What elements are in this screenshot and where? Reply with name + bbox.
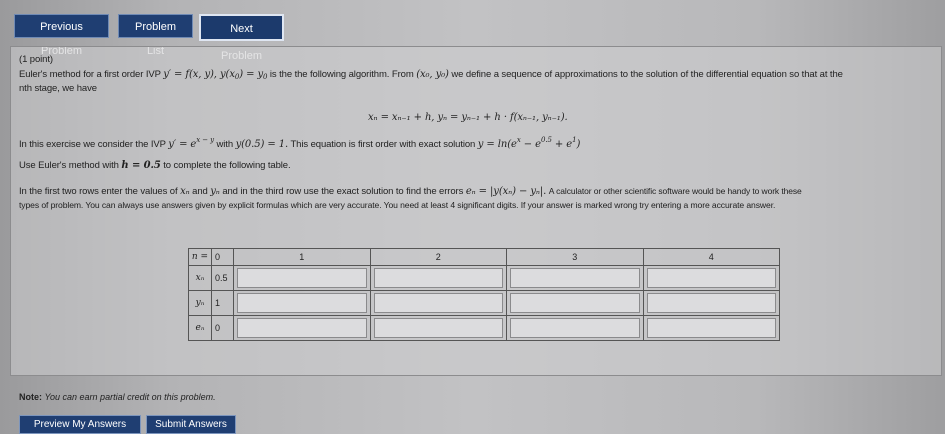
- intro-line-1: [19, 69, 843, 81]
- intro-text-3: we define a sequence of approximations to the solution of the differential equation so that at the: [451, 69, 843, 80]
- instructions-line-2: types of problem. You can always use answers given by explicit formulas which are very accurate. You need at least 4 significant digits. If your answer is marked wrong try entering a more accurate answer.: [19, 200, 776, 210]
- exercise-text-2: with: [216, 139, 234, 150]
- column-header-4: 4: [643, 249, 780, 266]
- intro-text-4: nth stage, we have: [19, 83, 97, 94]
- e2-input[interactable]: [374, 318, 504, 338]
- ivp-general: y′ = f(x, y), $y(x_0) = y_0$: [163, 69, 268, 81]
- partial-credit-note: [19, 392, 216, 402]
- step-line: [19, 160, 291, 171]
- e4-input[interactable]: [647, 318, 777, 338]
- problem-list-button[interactable]: Problem: [118, 14, 193, 38]
- y4-input[interactable]: [647, 293, 777, 313]
- instructions-text-4: A calculator or other scientific software would be handy to work these: [548, 186, 802, 196]
- y3-input[interactable]: [510, 293, 640, 313]
- step-text-1: Use Euler's method with: [19, 160, 119, 171]
- row-label-n: n =: [189, 249, 212, 266]
- note-text: You can earn partial credit on this problem.: [44, 392, 216, 402]
- y-value-0: 1: [212, 291, 234, 316]
- column-header-2: 2: [370, 249, 507, 266]
- exercise-line: [19, 136, 580, 150]
- instructions-text-2: and: [192, 186, 208, 197]
- preview-answers-button[interactable]: Preview My Answers: [19, 415, 141, 434]
- column-header-1: 1: [234, 249, 371, 266]
- e-value-0: 0: [212, 316, 234, 341]
- exercise-text-1: In this exercise we consider the IVP: [19, 139, 166, 150]
- exercise-text-3: This equation is first order with exact solution: [290, 139, 476, 150]
- note-label: Note:: [19, 392, 42, 402]
- ivp-specific: $y' = e^{x - y}$: [168, 136, 214, 150]
- x4-input[interactable]: [647, 268, 777, 288]
- next-problem-button[interactable]: Next: [199, 14, 284, 41]
- intro-text-2: is the the following algorithm. From: [269, 69, 414, 80]
- initial-condition: y(0.5) = 1.: [235, 139, 289, 150]
- n-value-0: 0: [212, 249, 234, 266]
- previous-problem-button[interactable]: Previous: [14, 14, 109, 38]
- e3-input[interactable]: [510, 318, 640, 338]
- row-label-e: eₙ: [189, 316, 212, 341]
- point-value: (1 point): [19, 54, 53, 65]
- row-label-y: yₙ: [189, 291, 212, 316]
- intro-text-1: Euler's method for a first order IVP: [19, 69, 161, 80]
- instructions-text-3: and in the third row use the exact solution to find the errors: [222, 186, 464, 197]
- step-text-2: to complete the following table.: [163, 160, 291, 171]
- x3-input[interactable]: [510, 268, 640, 288]
- row-label-x: xₙ: [189, 266, 212, 291]
- euler-answer-table: [188, 248, 780, 341]
- step-size: h = 0.5: [121, 160, 161, 171]
- x1-input[interactable]: [237, 268, 367, 288]
- exact-solution: $y = \ln(e^x - e^{0.5} + e^1)$: [477, 136, 581, 150]
- x2-input[interactable]: [374, 268, 504, 288]
- x-value-0: 0.5: [212, 266, 234, 291]
- y2-input[interactable]: [374, 293, 504, 313]
- var-y: yₙ: [210, 186, 220, 197]
- submit-answers-button[interactable]: Submit Answers: [146, 415, 236, 434]
- column-header-3: 3: [507, 249, 644, 266]
- start-point: (x₀, y₀): [416, 69, 449, 80]
- error-definition: eₙ = |y(xₙ) − yₙ|.: [465, 186, 547, 197]
- e1-input[interactable]: [237, 318, 367, 338]
- instructions-line-1: [19, 186, 802, 197]
- euler-recurrence: xₙ = xₙ₋₁ + h, yₙ = yₙ₋₁ + h · f(xₙ₋₁, yₙ₋₁).: [368, 112, 568, 123]
- y1-input[interactable]: [237, 293, 367, 313]
- var-x: xₙ: [180, 186, 190, 197]
- instructions-text-1: In the first two rows enter the values of: [19, 186, 178, 197]
